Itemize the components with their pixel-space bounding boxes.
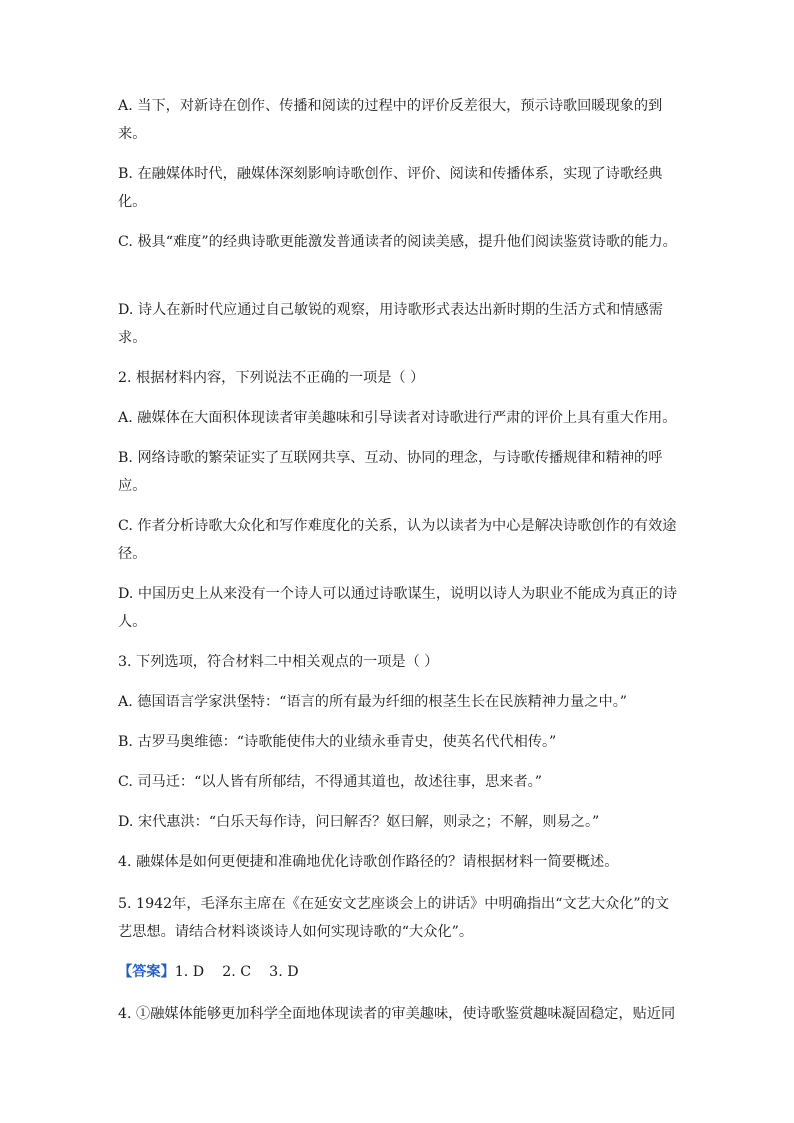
question-4: 4. 融媒体是如何更便捷和准确地优化诗歌创作路径的？请根据材料一简要概述。 [118, 854, 619, 870]
question-3: 3. 下列选项，符合材料二中相关观点的一项是（ ） [118, 654, 439, 670]
option-1a: A. 当下，对新诗在创作、传播和阅读的过程中的评价反差很大，预示诗歌回暖现象的到来。 [118, 98, 663, 142]
option-3c: C. 司马迁：“以人皆有所郁结，不得通其道也，故述往事，思来者。” [118, 774, 543, 790]
option-2b: B. 网络诗歌的繁荣证实了互联网共享、互动、协同的理念，与诗歌传播规律和精神的呼应。 [118, 450, 663, 494]
option-2c: C. 作者分析诗歌大众化和写作难度化的关系，认为以读者为中心是解决诗歌创作的有效途径。 [118, 518, 677, 562]
question-5: 5. 1942年，毛泽东主席在《在延安文艺座谈会上的讲话》中明确指出“文艺大众化”的文艺思想。请结合材料谈谈诗人如何实现诗歌的“大众化”。 [118, 896, 670, 940]
option-1c: C. 极具“难度”的经典诗歌更能激发普通读者的阅读美感，提升他们阅读鉴赏诗歌的能力。 [118, 234, 677, 250]
option-1b: B. 在融媒体时代，融媒体深刻影响诗歌创作、评价、阅读和传播体系，实现了诗歌经典化。 [118, 166, 663, 210]
question-2: 2. 根据材料内容，下列说法不正确的一项是（ ） [118, 370, 425, 386]
option-3b: B. 古罗马奥维德：“诗歌能使伟大的业绩永垂青史，使英名代代相传。” [118, 734, 557, 750]
option-3a: A. 德国语言学家洪堡特：“语言的所有最为纤细的根茎生长在民族精神力量之中。” [118, 694, 628, 710]
answer-4-line: 4. ①融媒体能够更加科学全面地体现读者的审美趣味，使诗歌鉴赏趣味凝固稳定，贴近同 [118, 1006, 676, 1022]
answer-text: 1. D 2. C 3. D [174, 964, 299, 980]
option-1d: D. 诗人在新时代应通过自己敏锐的观察，用诗歌形式表达出新时期的生活方式和情感需求。 [118, 302, 663, 346]
option-2a: A. 融媒体在大面积体现读者审美趣味和引导读者对诗歌进行严肃的评价上具有重大作用。 [118, 410, 677, 426]
answer-line [118, 958, 678, 986]
answer-tag: 【答案】 [118, 964, 175, 980]
option-3d: D. 宋代惠洪：“白乐天每作诗，问曰解否？妪曰解，则录之；不解，则易之。” [118, 814, 600, 830]
option-2d: D. 中国历史上从来没有一个诗人可以通过诗歌谋生，说明以诗人为职业不能成为真正的诗人。 [118, 586, 678, 630]
